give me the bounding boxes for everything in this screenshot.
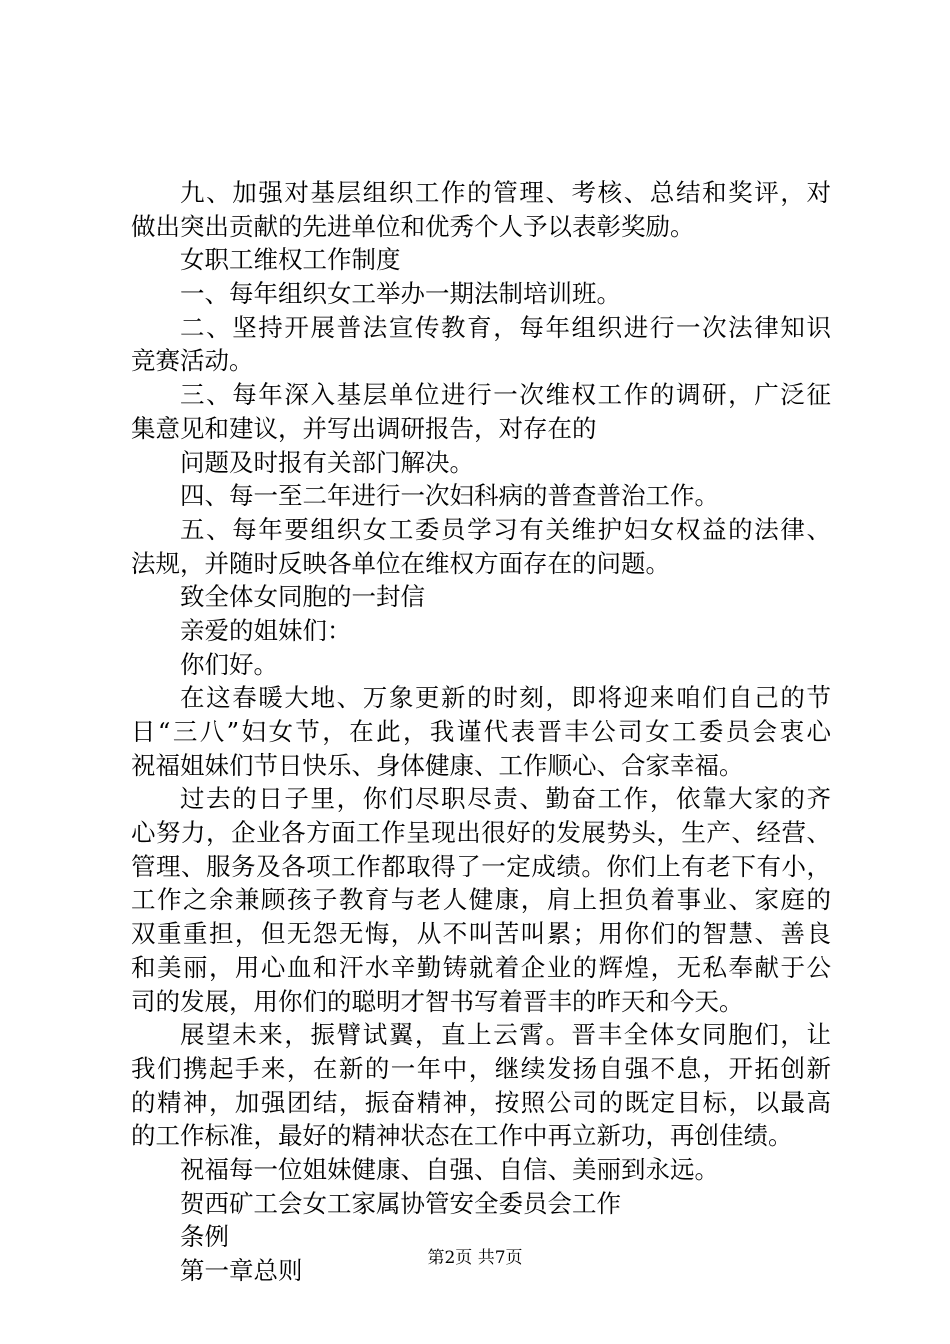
text-line: 条例	[180, 1222, 229, 1252]
text-line: 女职工维权工作制度	[180, 245, 401, 275]
text-line: 展望未来，振臂试翼，直上云霄。晋丰全体女同胞们，让	[180, 1020, 831, 1050]
text-line: 你们好。	[180, 649, 278, 679]
text-line: 和美丽，用心血和汗水辛勤铸就着企业的辉煌，无私奉献于公	[131, 952, 831, 982]
text-line: 亲爱的姐妹们：	[180, 615, 352, 645]
text-line: 在这春暖大地、万象更新的时刻，即将迎来咱们自己的节	[180, 683, 831, 713]
text-line: 司的发展，用你们的聪明才智书写着晋丰的昨天和今天。	[131, 986, 744, 1016]
text-line: 我们携起手来，在新的一年中，继续发扬自强不息，开拓创新	[131, 1053, 831, 1083]
page-footer: 第2页 共7页	[427, 1248, 523, 1268]
document-body	[131, 176, 831, 1288]
text-line: 竞赛活动。	[131, 346, 254, 376]
text-line: 管理、服务及各项工作都取得了一定成绩。你们上有老下有小，	[131, 851, 831, 881]
text-line: 祝福姐妹们节日快乐、身体健康、工作顺心、合家幸福。	[131, 750, 744, 780]
text-line: 贺西矿工会女工家属协管安全委员会工作	[180, 1188, 621, 1218]
text-line: 日“三八”妇女节，在此，我谨代表晋丰公司女工委员会衷心	[131, 717, 831, 746]
text-line: 致全体女同胞的一封信	[180, 582, 425, 612]
text-line: 双重重担，但无怨无悔，从不叫苦叫累；用你们的智慧、善良	[131, 919, 831, 949]
text-line: 的精神，加强团结，振奋精神，按照公司的既定目标，以最高	[131, 1087, 831, 1117]
text-line: 一、每年组织女工举办一期法制培训班。	[180, 279, 621, 309]
text-line: 过去的日子里，你们尽职尽责、勤奋工作，依靠大家的齐	[180, 784, 831, 814]
text-line: 九、加强对基层组织工作的管理、考核、总结和奖评，对	[180, 178, 831, 207]
text-line: 集意见和建议，并写出调研报告，对存在的	[131, 413, 597, 443]
text-line: 做出突出贡献的先进单位和优秀个人予以表彰奖励。	[131, 211, 695, 241]
text-line: 问题及时报有关部门解决。	[180, 447, 474, 477]
text-line: 的工作标准，最好的精神状态在工作中再立新功，再创佳绩。	[131, 1121, 793, 1151]
text-line: 二、坚持开展普法宣传教育，每年组织进行一次法律知识	[180, 312, 831, 342]
text-line: 心努力，企业各方面工作呈现出很好的发展势头，生产、经营、	[131, 818, 831, 848]
text-line: 四、每一至二年进行一次妇科病的普查普治工作。	[180, 481, 719, 511]
text-line: 第一章总则	[180, 1256, 303, 1285]
text-line: 祝福每一位姐妹健康、自强、自信、美丽到永远。	[180, 1154, 719, 1184]
text-line: 法规，并随时反映各单位在维权方面存在的问题。	[131, 548, 670, 578]
text-line: 三、每年深入基层单位进行一次维权工作的调研，广泛征	[180, 380, 831, 410]
text-line: 五、每年要组织女工委员学习有关维护妇女权益的法律、	[180, 514, 831, 544]
text-line: 工作之余兼顾孩子教育与老人健康，肩上担负着事业、家庭的	[131, 885, 831, 915]
